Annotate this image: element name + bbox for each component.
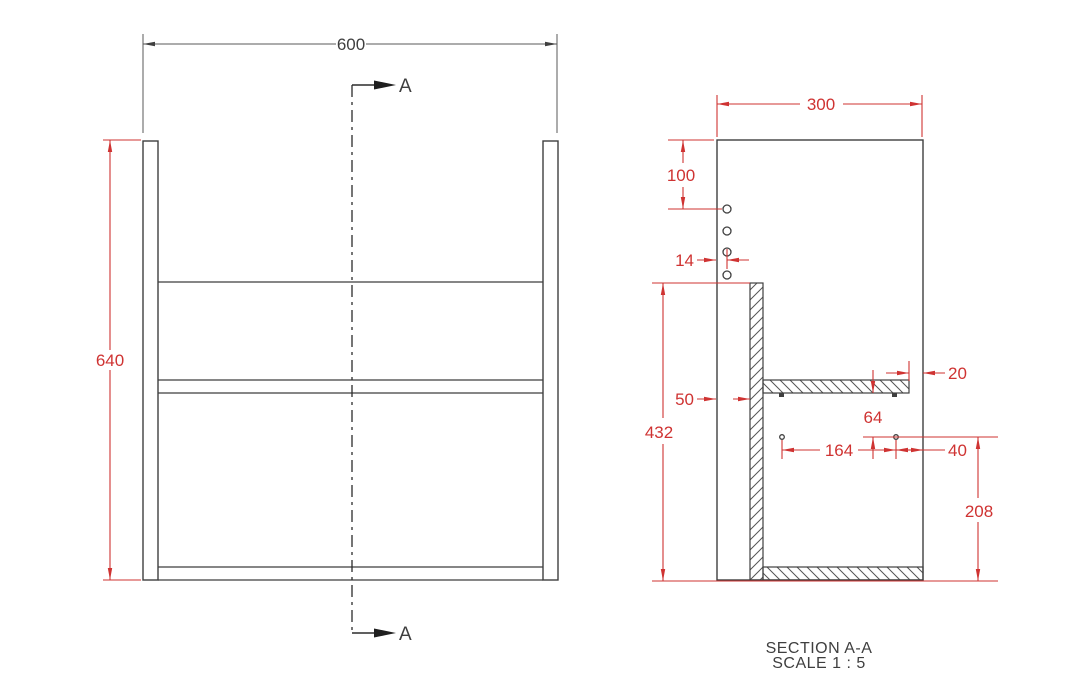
dim-164-label: 164 xyxy=(824,441,854,460)
dim-height-640 xyxy=(96,140,141,580)
dim-40-label: 40 xyxy=(948,441,967,460)
dim-depth-label: 300 xyxy=(806,95,836,114)
section-scale-note: SCALE 1 : 5 xyxy=(772,655,866,672)
bottom-shelf-section xyxy=(763,567,923,580)
section-arrow-bottom xyxy=(352,624,412,645)
section-arrowhead-icon xyxy=(374,81,396,90)
section-title: SECTION A-A xyxy=(765,640,873,657)
section-cut-line xyxy=(352,76,412,645)
shelf-pin xyxy=(892,394,897,398)
dim-100 xyxy=(667,140,722,209)
dim-width-label: 600 xyxy=(336,35,366,54)
section-view xyxy=(645,95,998,672)
back-divider-section xyxy=(750,283,763,580)
dim-432-label: 432 xyxy=(644,423,674,442)
middle-shelf-section xyxy=(763,380,909,393)
section-cut-label-top: A xyxy=(399,76,412,97)
section-cut-label-bottom: A xyxy=(399,624,412,645)
shelf-pin xyxy=(779,394,784,398)
dim-width-600 xyxy=(143,34,557,133)
dim-64-label: 64 xyxy=(863,408,883,427)
dim-208-label: 208 xyxy=(964,502,994,521)
dim-20-label: 20 xyxy=(948,364,967,383)
dim-14-label: 14 xyxy=(675,251,694,270)
section-arrow-top xyxy=(352,76,412,97)
dim-50-label: 50 xyxy=(675,390,694,409)
section-arrowhead-icon xyxy=(374,629,396,638)
right-side-panel xyxy=(543,141,558,580)
front-view xyxy=(96,34,558,645)
dim-depth-300 xyxy=(717,95,922,137)
section-title-block xyxy=(766,640,873,672)
dim-height-label: 640 xyxy=(95,351,125,370)
left-side-panel xyxy=(143,141,158,580)
side-panel-outline xyxy=(717,140,923,580)
dim-100-label: 100 xyxy=(666,166,696,185)
